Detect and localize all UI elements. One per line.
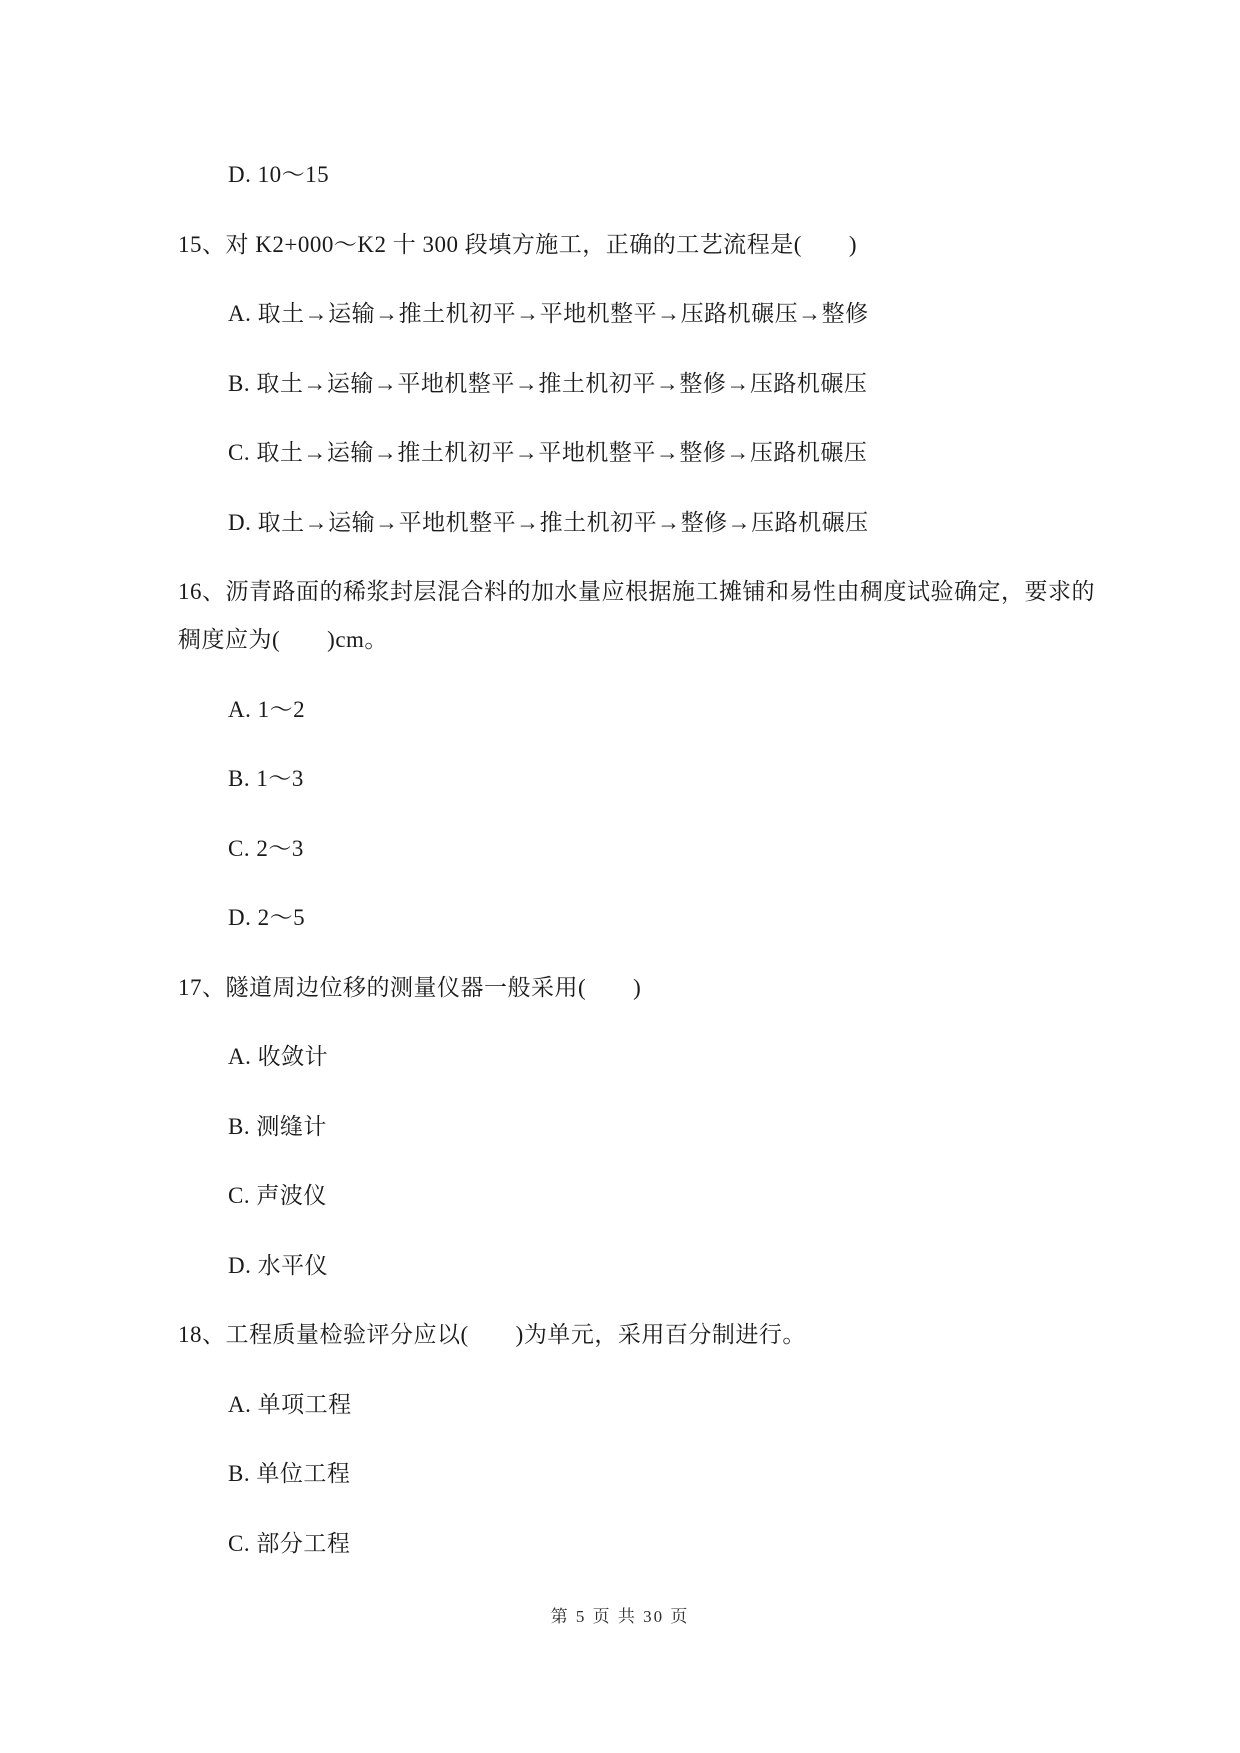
question-16-stem-line1: 16、沥青路面的稀浆封层混合料的加水量应根据施工摊铺和易性由稠度试验确定，要求的 xyxy=(178,579,1095,604)
question-18-option-b: B. 单位工程 xyxy=(228,1461,351,1486)
question-15-option-a: A. 取土→运输→推土机初平→平地机整平→压路机碾压→整修 xyxy=(228,301,869,326)
question-15-option-c: C. 取土→运输→推土机初平→平地机整平→整修→压路机碾压 xyxy=(228,440,868,465)
question-18-option-a: A. 单项工程 xyxy=(228,1391,352,1417)
question-17-option-a: A. 收敛计 xyxy=(228,1044,329,1069)
question-16-option-a: A. 1～2 xyxy=(228,696,306,722)
question-17-option-d: D. 水平仪 xyxy=(228,1252,329,1278)
question-16-stem-line2: 稠度应为( )cm。 xyxy=(178,627,388,652)
question-15-option-b: B. 取土→运输→平地机整平→推土机初平→整修→压路机碾压 xyxy=(228,370,868,396)
prev-question-option-d: D. 10～15 xyxy=(228,162,330,187)
question-18-stem: 18、工程质量检验评分应以( )为单元，采用百分制进行。 xyxy=(178,1322,806,1347)
page-footer: 第 5 页 共 30 页 xyxy=(550,1607,690,1626)
question-16-option-d: D. 2～5 xyxy=(228,905,306,930)
question-16-option-c: C. 2～3 xyxy=(228,835,304,861)
question-15-option-d: D. 取土→运输→平地机整平→推土机初平→整修→压路机碾压 xyxy=(228,509,869,535)
question-17-option-c: C. 声波仪 xyxy=(228,1183,327,1208)
question-17-stem: 17、隧道周边位移的测量仪器一般采用( ) xyxy=(178,974,642,1000)
question-15-stem: 15、对 K2+000～K2 十 300 段填方施工，正确的工艺流程是( ) xyxy=(178,231,858,257)
question-16-option-b: B. 1～3 xyxy=(228,766,304,791)
question-18-option-c: C. 部分工程 xyxy=(228,1530,351,1556)
question-17-option-b: B. 测缝计 xyxy=(228,1113,327,1139)
